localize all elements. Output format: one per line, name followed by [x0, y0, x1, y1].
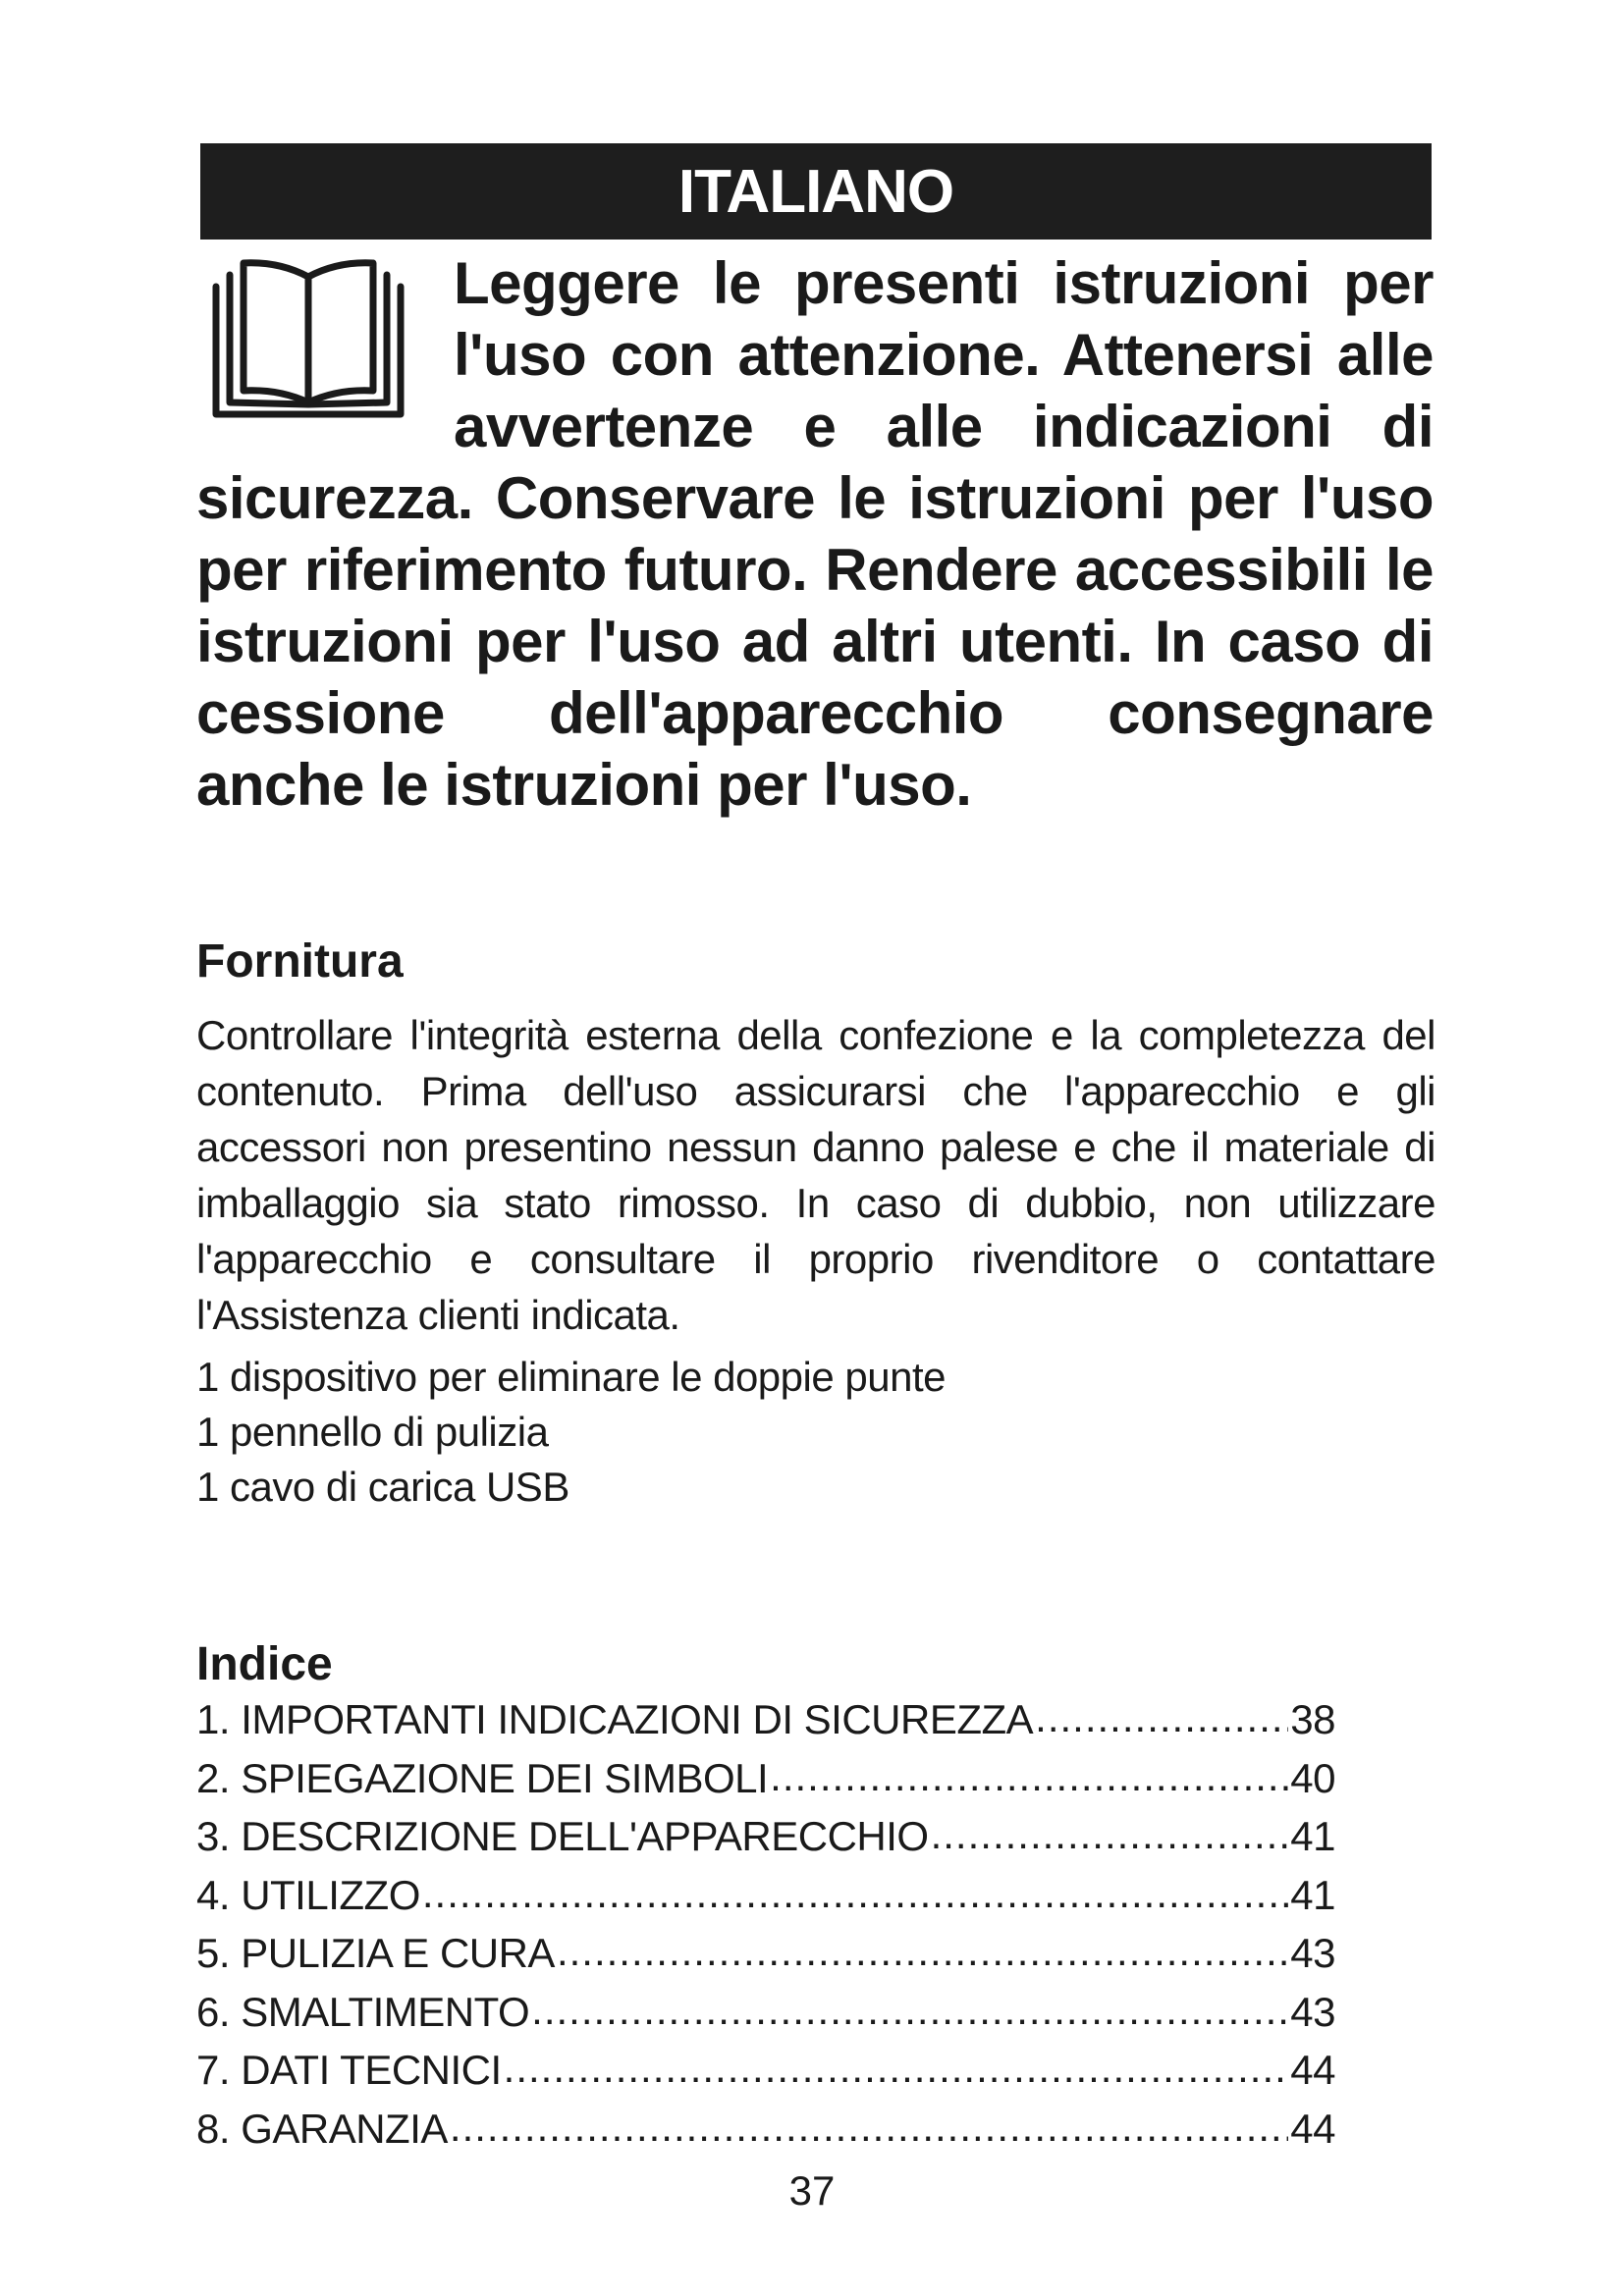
- toc-entry[interactable]: [196, 1755, 1335, 1814]
- toc-entry[interactable]: [196, 1872, 1335, 1931]
- toc-entry[interactable]: [196, 2047, 1335, 2106]
- safety-warning: [196, 247, 1434, 821]
- toc-entry[interactable]: [196, 2106, 1335, 2164]
- table-of-contents: [196, 1696, 1335, 2163]
- toc-entry[interactable]: [196, 1813, 1335, 1872]
- safety-warning-text: Leggere le presenti istruzioni per l'uso con attenzione. Attenersi alle avvertenze e alle indicazioni di sicurezza. Conservare le istruzioni per l'uso per riferimento futuro. Rendere accessibili le istruzioni per l'uso ad altri utenti. In caso di cessione dell'apparecchio consegnare anche le istruzioni per l'uso.: [196, 250, 1434, 818]
- language-banner: [200, 143, 1432, 240]
- toc-entry-label: 8. GARANZIA: [196, 2105, 448, 2152]
- list-item: 1 cavo di carica USB: [196, 1464, 569, 1510]
- toc-entry-label: 1. IMPORTANTI INDICAZIONI DI SICUREZZA: [196, 1696, 1034, 1742]
- toc-entry-page: 44: [1290, 2105, 1335, 2152]
- toc-entry[interactable]: [196, 1930, 1335, 1989]
- toc-entry-label: 5. PULIZIA E CURA: [196, 1930, 555, 1976]
- toc-entry-label: 4. UTILIZZO: [196, 1871, 420, 1918]
- toc-entry-page: 43: [1290, 1930, 1335, 1976]
- toc-entry-label: 6. SMALTIMENTO: [196, 1988, 530, 2035]
- toc-entry-page: 41: [1290, 1813, 1335, 1859]
- indice-heading: Indice: [196, 1638, 333, 1690]
- toc-entry-page: 40: [1290, 1754, 1335, 1801]
- fornitura-heading: Fornitura: [196, 935, 404, 988]
- toc-entry[interactable]: [196, 1696, 1335, 1755]
- toc-entry-page: 44: [1290, 2047, 1335, 2093]
- list-item: 1 dispositivo per eliminare le doppie punte: [196, 1354, 946, 1400]
- toc-entry-page: 41: [1290, 1871, 1335, 1918]
- toc-entry[interactable]: [196, 1989, 1335, 2048]
- toc-entry-label: 2. SPIEGAZIONE DEI SIMBOLI: [196, 1754, 769, 1801]
- toc-entry-page: 38: [1290, 1696, 1335, 1742]
- fornitura-body: Controllare l'integrità esterna della confezione e la completezza del contenuto. Prima dell'uso assicurarsi che l'apparecchio e gli accessori non presentino nessun danno palese e che il materiale di imballaggio sia stato rimosso. In caso di dubbio, non utilizzare l'apparecchio e consultare il proprio rivenditore o contattare l'Assistenza clienti indicata.: [196, 1012, 1435, 1338]
- list-item: 1 pennello di pulizia: [196, 1409, 549, 1455]
- page-number: 37: [788, 2167, 836, 2214]
- toc-entry-page: 43: [1290, 1988, 1335, 2035]
- fornitura-items: [196, 1350, 1434, 1515]
- toc-entry-label: 7. DATI TECNICI: [196, 2047, 502, 2093]
- toc-entry-label: 3. DESCRIZIONE DELL'APPARECCHIO: [196, 1813, 929, 1859]
- language-title: ITALIANO: [677, 157, 954, 226]
